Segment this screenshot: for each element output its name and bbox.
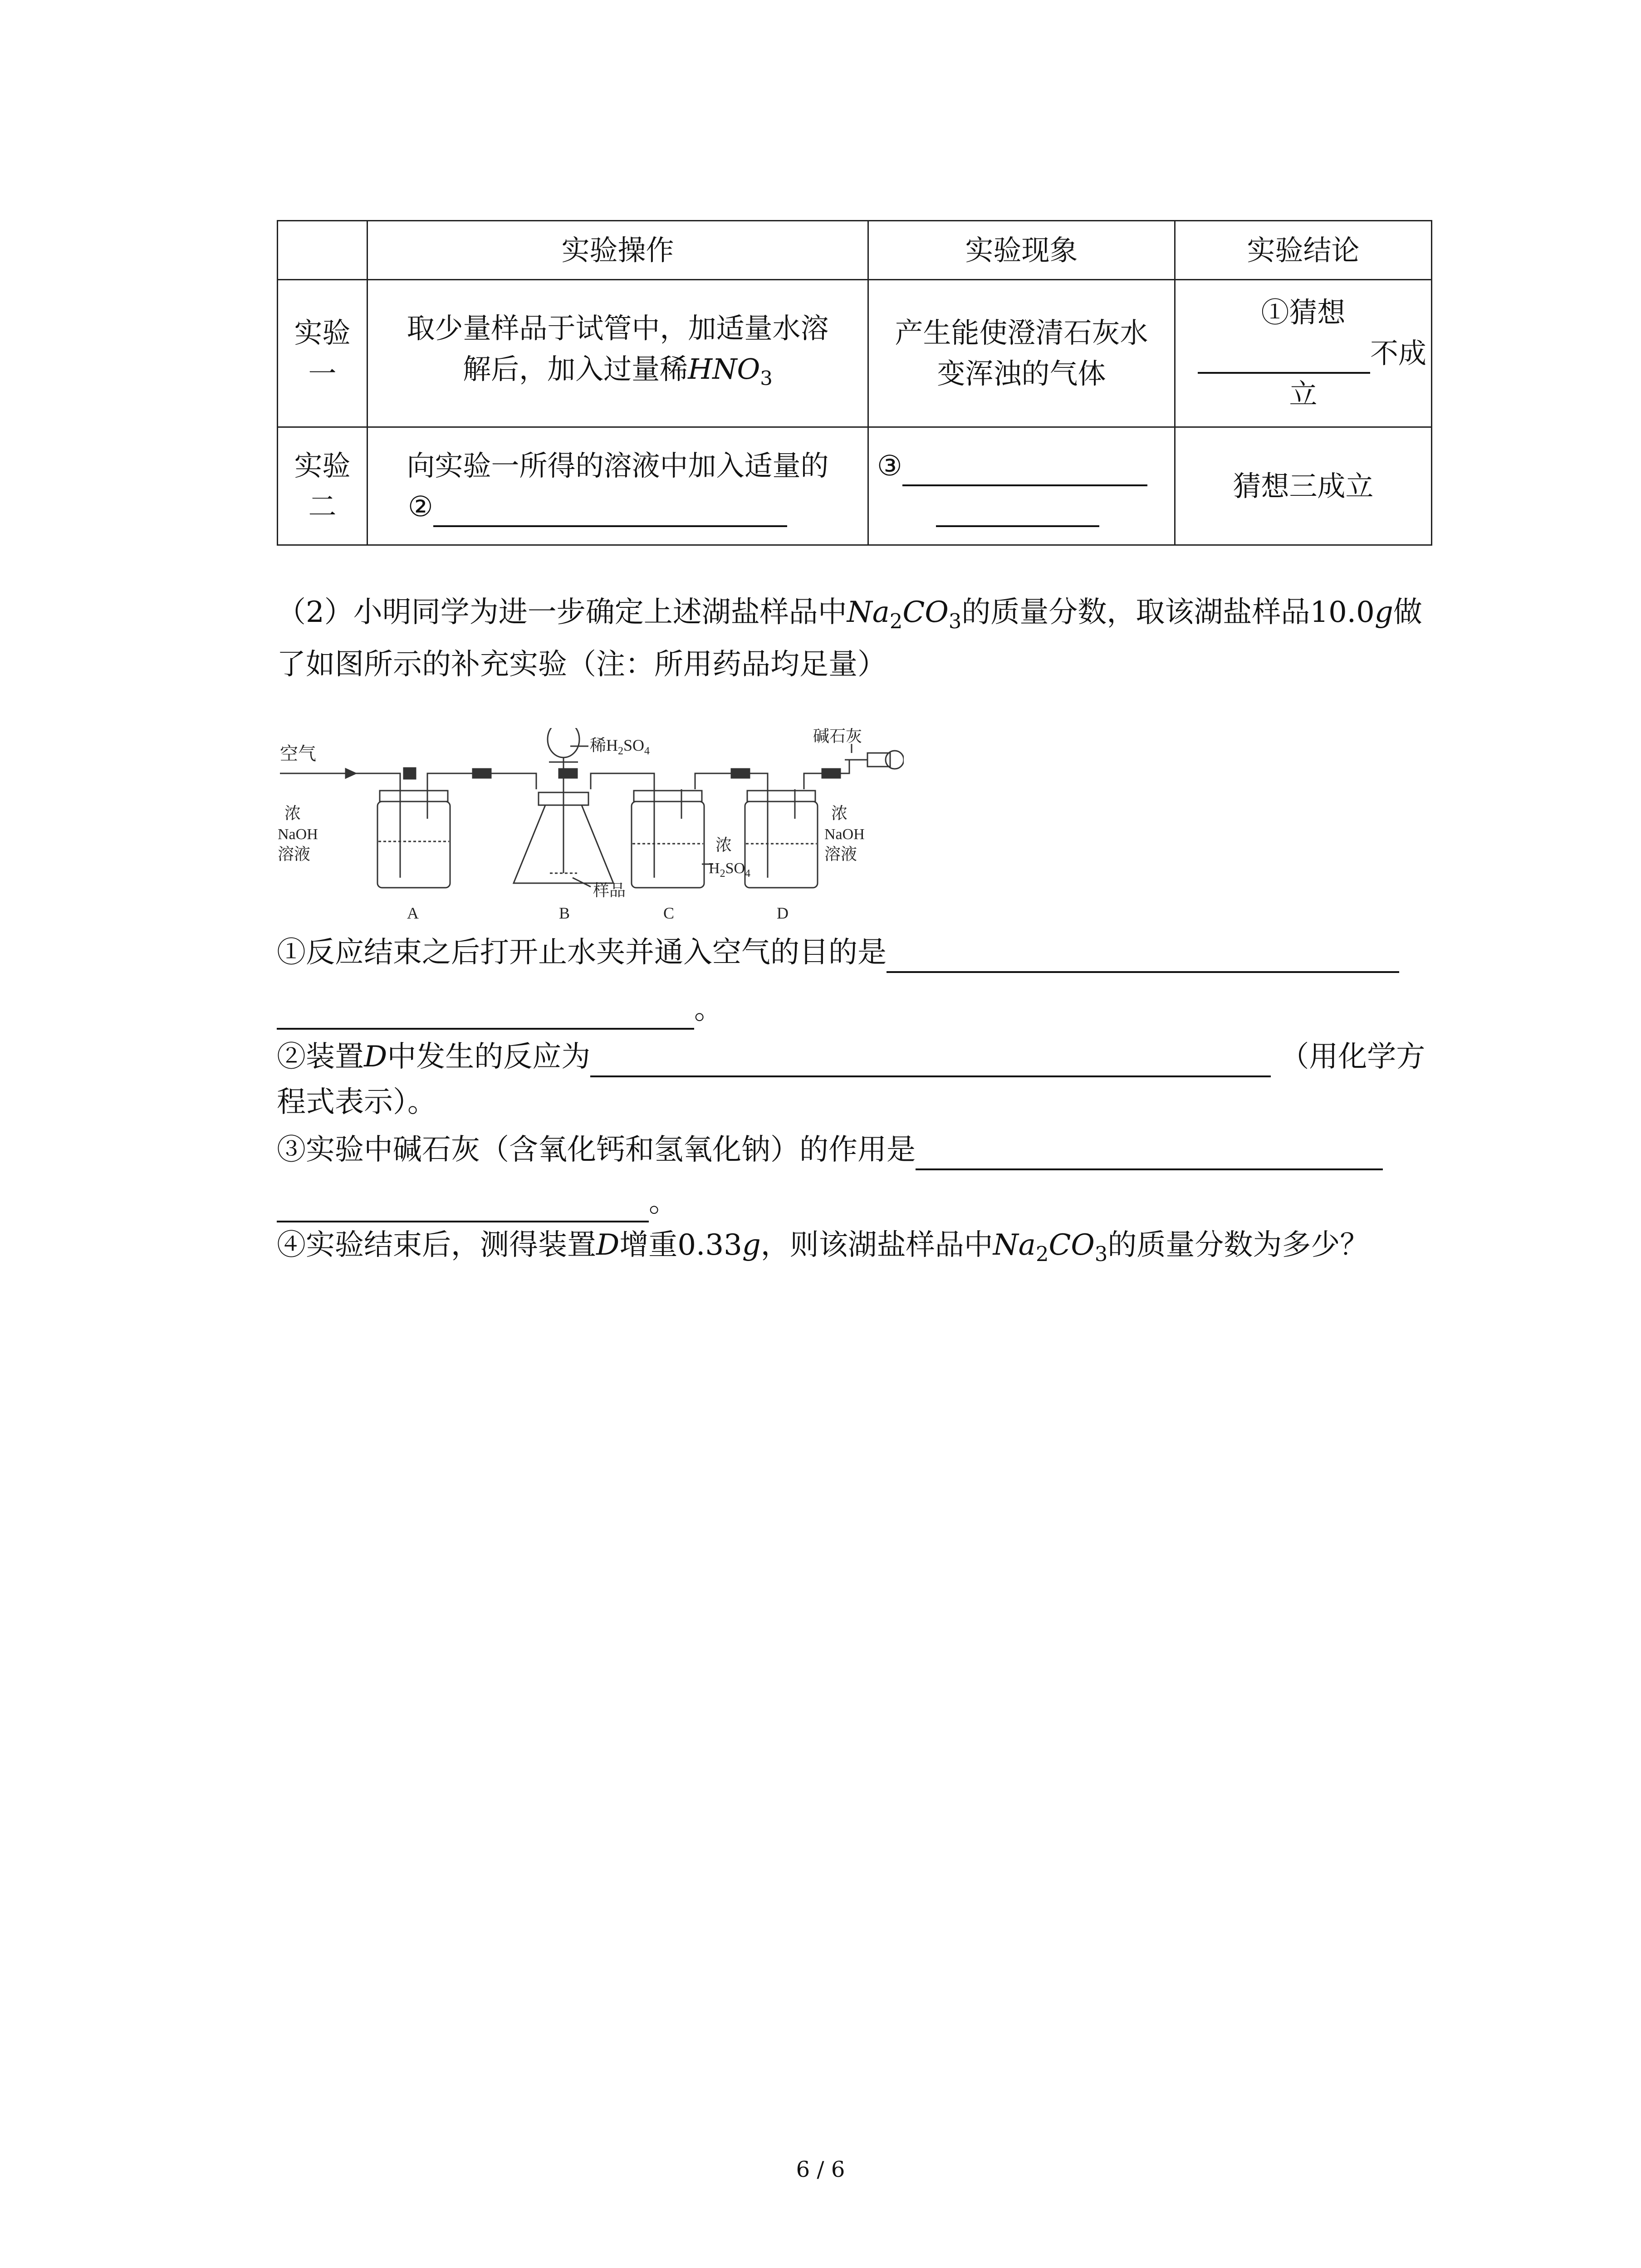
formula-subscript: 3 bbox=[948, 609, 962, 633]
label-soda-lime: 碱石灰 bbox=[813, 728, 862, 745]
conclusion-line bbox=[1180, 333, 1426, 374]
phenomenon-line: 变浑浊的气体 bbox=[937, 357, 1106, 390]
formula-subscript: 2 bbox=[1035, 1242, 1049, 1266]
q2-intro-line-1 bbox=[277, 592, 1422, 642]
conclusion-line: 立 bbox=[1289, 377, 1318, 411]
header-cell-empty bbox=[278, 221, 367, 280]
page-number: 6 / 6 bbox=[796, 2157, 845, 2182]
mass-increase: 0.33 bbox=[677, 1228, 742, 1262]
conclusion-text: 不成 bbox=[1370, 337, 1426, 370]
sub-question-3 bbox=[277, 1129, 1383, 1170]
answer-blank-2[interactable] bbox=[433, 498, 787, 527]
q2-intro-line-2: 了如图所示的补充实验（注：所用药品均足量） bbox=[277, 648, 887, 681]
experiment-table bbox=[277, 220, 1432, 546]
row-label-line: 实验 bbox=[294, 316, 351, 349]
sample-mass: 10.0 bbox=[1310, 596, 1375, 629]
answer-line-q2[interactable] bbox=[590, 1043, 1271, 1077]
device-d: D bbox=[596, 1228, 620, 1262]
mass-unit: g bbox=[1374, 596, 1393, 629]
conclusion-cell-1 bbox=[1175, 280, 1432, 427]
table-header-row bbox=[278, 221, 1432, 280]
answer-blank-3-cont[interactable] bbox=[936, 498, 1099, 527]
operation-cell-1 bbox=[367, 280, 868, 427]
sub-question-text: （用化学方 bbox=[1280, 1040, 1425, 1074]
operation-cell-2 bbox=[367, 427, 868, 545]
operation-line bbox=[376, 349, 859, 399]
formula-na: Na bbox=[993, 1228, 1036, 1262]
row-label-line: 一 bbox=[308, 357, 337, 390]
sub-question-1 bbox=[277, 932, 1399, 973]
row-label-experiment-2 bbox=[278, 427, 367, 545]
formula-subscript: 3 bbox=[760, 367, 773, 390]
operation-line bbox=[376, 486, 859, 527]
sub-question-3-cont bbox=[277, 1182, 678, 1222]
operation-line: 向实验一所得的溶液中加入适量的 bbox=[407, 449, 829, 482]
phenomenon-line bbox=[877, 486, 1166, 527]
blank-marker: ② bbox=[408, 489, 433, 523]
formula-subscript: 2 bbox=[889, 609, 903, 633]
label-naoh-a: NaOH bbox=[278, 826, 318, 843]
row-label-experiment-1 bbox=[278, 280, 367, 427]
sub-question-text: ④实验结束后，测得装置 bbox=[277, 1228, 596, 1262]
sub-question-4 bbox=[277, 1225, 1369, 1275]
table-row bbox=[278, 427, 1432, 545]
phenomenon-cell-2 bbox=[868, 427, 1175, 545]
answer-line-q3-cont[interactable] bbox=[277, 1188, 649, 1222]
blank-marker: ③ bbox=[877, 449, 902, 482]
operation-text: 解后，加入过量稀 bbox=[463, 352, 688, 386]
formula-hno3: HNO bbox=[688, 352, 760, 386]
phenomenon-line: 产生能使澄清石灰水 bbox=[895, 316, 1148, 349]
formula-subscript: 3 bbox=[1094, 1242, 1108, 1266]
table-row bbox=[278, 280, 1432, 427]
label-h2so4-c: $H_2SO_4$ bbox=[709, 860, 751, 880]
label-sample: 样品 bbox=[593, 881, 626, 899]
label-a: A bbox=[407, 904, 419, 922]
punctuation: 。 bbox=[694, 992, 723, 1026]
label-solution-a: 溶液 bbox=[278, 845, 311, 863]
phenomenon-cell-1 bbox=[868, 280, 1175, 427]
header-cell-conclusion: 实验结论 bbox=[1175, 221, 1432, 280]
operation-line: 取少量样品于试管中，加适量水溶 bbox=[407, 311, 829, 345]
row-label-line: 二 bbox=[308, 489, 337, 523]
punctuation: 。 bbox=[649, 1185, 678, 1219]
label-dilute-h2so4: 稀$H_2SO_4$ bbox=[590, 736, 650, 757]
formula-na: Na bbox=[847, 596, 890, 629]
conclusion-cell-2: 猜想三成立 bbox=[1175, 427, 1432, 545]
q2-text: （2）小明同学为进一步确定上述湖盐样品中 bbox=[277, 596, 847, 629]
label-conc-c: 浓 bbox=[715, 836, 732, 854]
device-d: D bbox=[364, 1040, 387, 1074]
sub-question-text: 增重 bbox=[619, 1228, 678, 1262]
answer-line-q1[interactable] bbox=[887, 938, 1399, 973]
label-b: B bbox=[559, 904, 570, 922]
sub-question-text: ①反应结束之后打开止水夹并通入空气的目的是 bbox=[277, 936, 887, 969]
row-label-line: 实验 bbox=[294, 449, 351, 482]
label-conc-d: 浓 bbox=[831, 804, 848, 822]
formula-co: CO bbox=[1048, 1228, 1095, 1262]
phenomenon-line bbox=[877, 445, 1166, 486]
answer-line-q1-cont[interactable] bbox=[277, 995, 694, 1030]
q2-text: 的质量分数，取该湖盐样品 bbox=[961, 596, 1310, 629]
header-cell-phenomenon: 实验现象 bbox=[868, 221, 1175, 280]
formula-co: CO bbox=[902, 596, 949, 629]
sub-question-text: 的质量分数为多少？ bbox=[1107, 1228, 1369, 1262]
answer-blank-1[interactable] bbox=[1198, 345, 1370, 374]
sub-question-text: ，则该湖盐样品中 bbox=[760, 1228, 993, 1262]
sub-question-text: 中发生的反应为 bbox=[387, 1040, 591, 1074]
q2-text: 做 bbox=[1393, 596, 1422, 629]
header-cell-operation: 实验操作 bbox=[367, 221, 868, 280]
sub-question-text: ③实验中碱石灰（含氧化钙和氢氧化钠）的作用是 bbox=[277, 1133, 916, 1167]
mass-unit: g bbox=[742, 1228, 761, 1262]
answer-line-q3[interactable] bbox=[916, 1136, 1383, 1170]
label-c: C bbox=[663, 904, 675, 922]
label-naoh-d: NaOH bbox=[824, 826, 865, 843]
label-d: D bbox=[777, 904, 789, 922]
conclusion-line: ①猜想 bbox=[1261, 296, 1346, 329]
label-conc-a: 浓 bbox=[284, 804, 301, 822]
sub-question-1-cont bbox=[277, 989, 723, 1030]
label-solution-d: 溶液 bbox=[824, 845, 857, 863]
answer-blank-3[interactable] bbox=[902, 457, 1147, 486]
sub-question-2 bbox=[277, 1036, 1425, 1077]
sub-question-2-cont: 程式表示）。 bbox=[277, 1085, 436, 1119]
apparatus-diagram bbox=[278, 728, 904, 941]
sub-question-text: ②装置 bbox=[277, 1040, 364, 1074]
label-air: 空气 bbox=[280, 743, 316, 764]
